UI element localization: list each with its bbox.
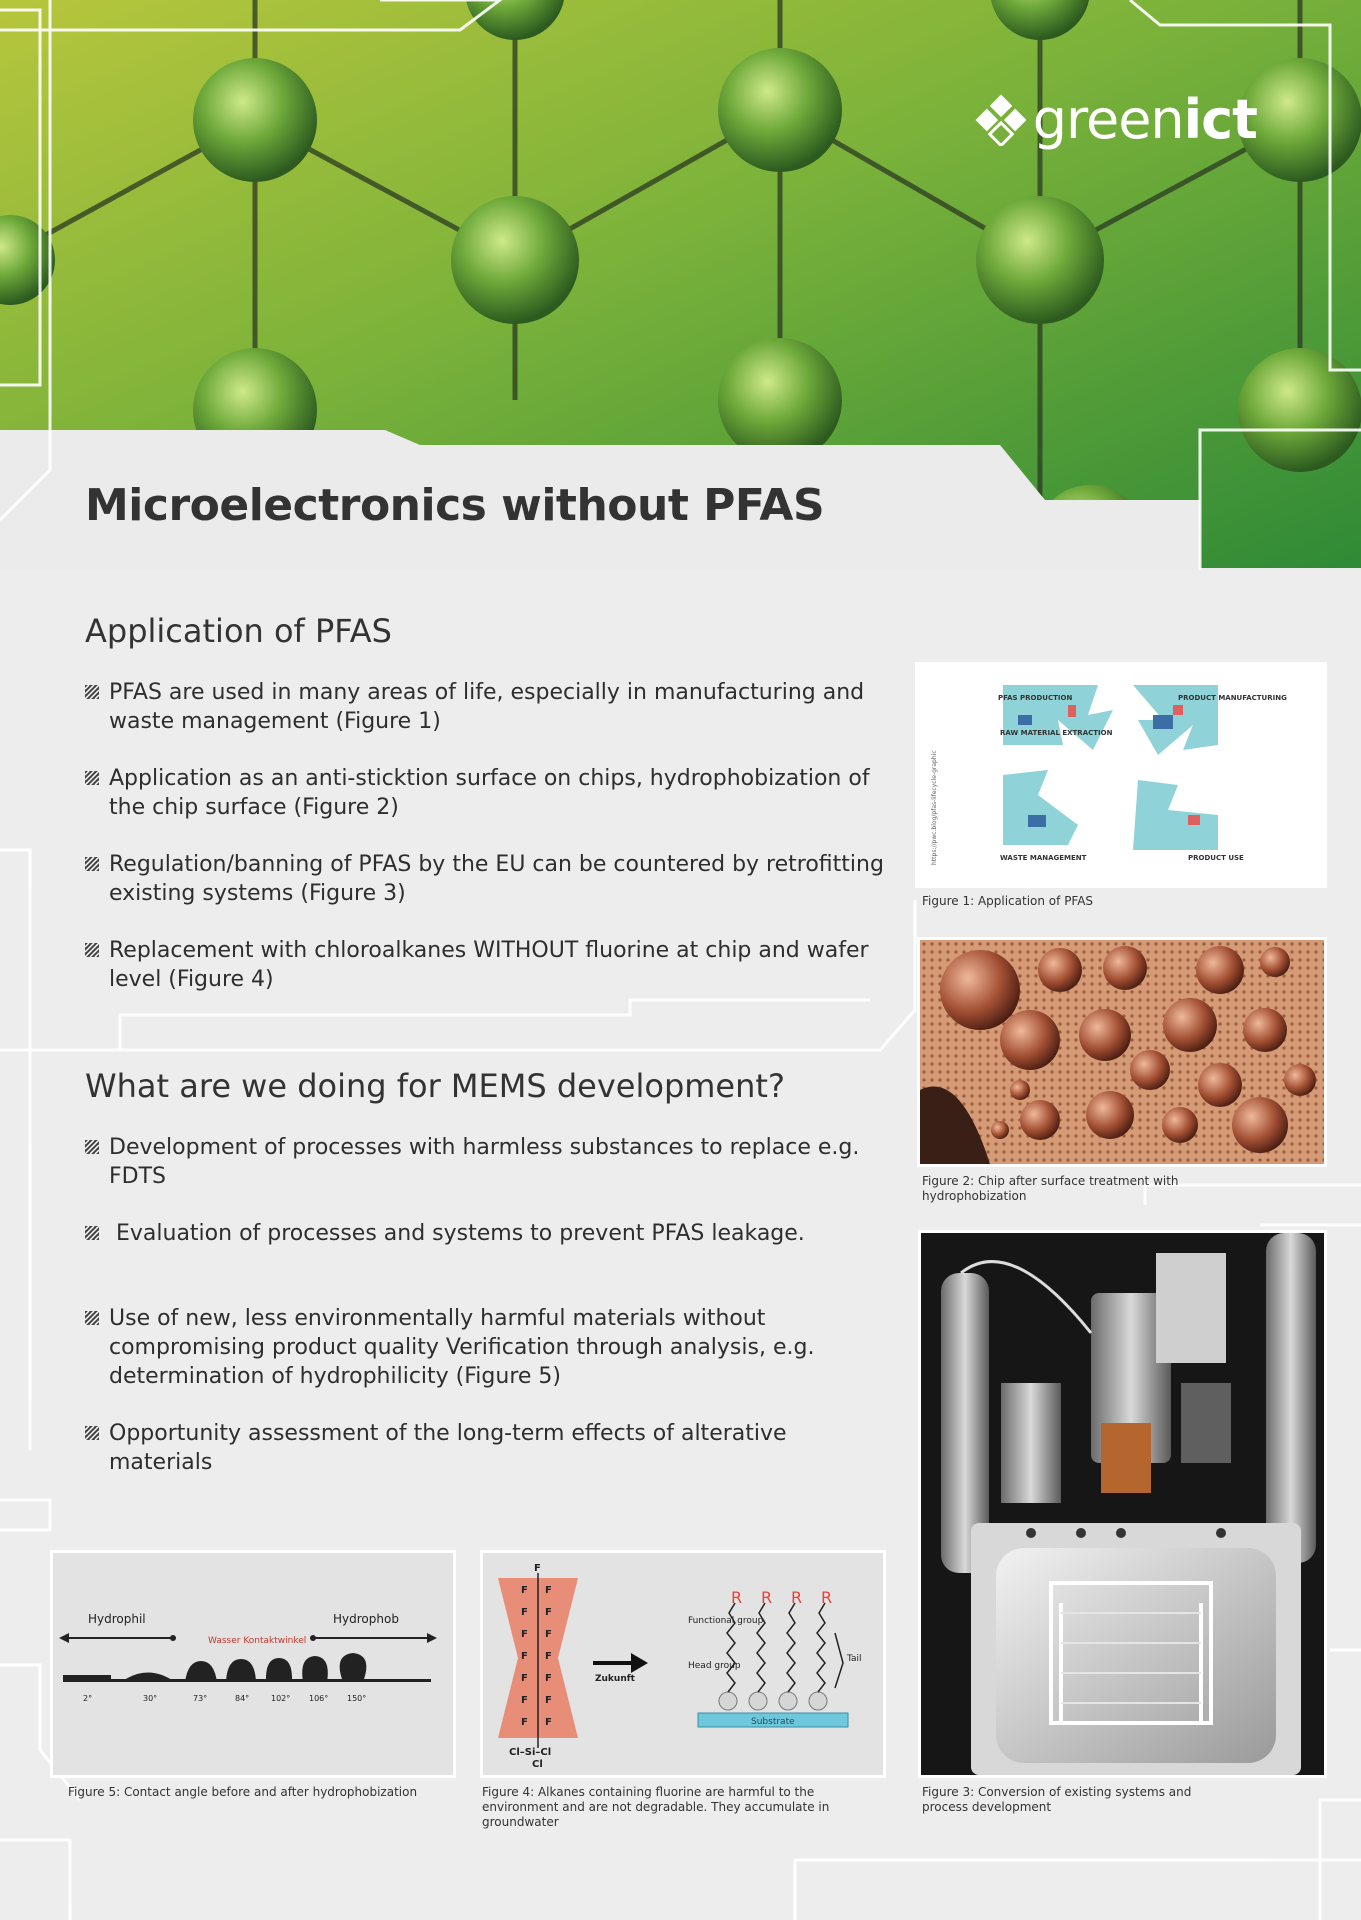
fig1-source-url: https://pwc.blog/pfas-lifecycle-graphic: [931, 750, 938, 865]
contact-angle-label: Wasser Kontaktwinkel: [208, 1636, 307, 1646]
logo-text-light: green: [1032, 88, 1184, 151]
angle-label: 73°: [193, 1694, 208, 1703]
figure-5-contact-angle: [50, 1550, 456, 1778]
greenict-logo: [975, 88, 1257, 151]
figure-4-caption: Figure 4: Alkanes containing fluorine are harmful to the environment and are not degradable. They accumulate in groundwater: [482, 1785, 830, 1829]
fig1-label-use: PRODUCT USE: [1188, 854, 1244, 862]
figure-1-caption: Figure 1: Application of PFAS: [922, 894, 1094, 908]
section-heading-application: Application of PFAS: [85, 612, 392, 650]
bullet-text: Regulation/banning of PFAS by the EU can be countered by retrofitting existing systems (Figure 3): [109, 852, 884, 906]
bullet-text: Application as an anti-sticktion surface on chips, hydrophobization of the chip surface (Figure 2): [109, 766, 870, 820]
angle-label: 102°: [271, 1694, 291, 1703]
hatched-bullet-icon: [85, 857, 99, 871]
hatched-bullet-icon: [85, 1140, 99, 1154]
figure-5-caption: Figure 5: Contact angle before and after hydrophobization: [68, 1785, 418, 1799]
f-atom: F: [545, 1673, 552, 1684]
r-group: R: [761, 1588, 773, 1607]
f-atom: F: [545, 1695, 552, 1706]
f-atom: F: [521, 1607, 528, 1618]
hatched-bullet-icon: [85, 1426, 99, 1440]
r-group: R: [791, 1588, 803, 1607]
tail-label: Tail: [847, 1654, 862, 1664]
f-atom: F: [521, 1673, 528, 1684]
f-atom: F: [545, 1585, 552, 1596]
retrofitted-system-photo: [921, 1233, 1324, 1775]
substrate-label: Substrate: [751, 1717, 795, 1727]
hydrophil-label: Hydrophil: [88, 1612, 146, 1626]
figure-2-chip-droplets: [917, 937, 1327, 1167]
f-atom: F: [545, 1717, 552, 1728]
list-item: [85, 764, 885, 822]
functional-group-label: Functional group: [688, 1616, 764, 1626]
list-item: [85, 1419, 885, 1477]
r-group: R: [821, 1588, 833, 1607]
bullet-list-application: [85, 678, 885, 994]
hatched-bullet-icon: [85, 1226, 99, 1240]
cl-label: Cl: [532, 1759, 543, 1770]
fig1-label-waste: WASTE MANAGEMENT: [1000, 854, 1087, 862]
list-item: [85, 1133, 885, 1191]
section-heading-mems: What are we doing for MEMS development?: [85, 1067, 785, 1105]
figure-3-caption: Figure 3: Conversion of existing systems and process development: [922, 1785, 1192, 1814]
fig1-label-manufacturing: PRODUCT MANUFACTURING: [1178, 694, 1287, 702]
bullet-text: Evaluation of processes and systems to prevent PFAS leakage.: [109, 1221, 805, 1246]
bullet-text: Replacement with chloroalkanes WITHOUT fluorine at chip and wafer level (Figure 4): [109, 938, 869, 992]
contact-angle-diagram: [53, 1553, 453, 1775]
hatched-bullet-icon: [85, 943, 99, 957]
hatched-bullet-icon: [85, 771, 99, 785]
list-item: [85, 678, 885, 736]
logo-text-bold: ict: [1183, 88, 1257, 151]
f-atom: F: [521, 1585, 528, 1596]
bullet-text: Opportunity assessment of the long-term effects of alterative materials: [109, 1421, 787, 1475]
logo-diamond-icon: [975, 94, 1027, 146]
f-atom: F: [521, 1695, 528, 1706]
list-item: [85, 850, 885, 908]
fig1-label-production: PFAS PRODUCTION: [998, 694, 1073, 702]
hydrophob-label: Hydrophob: [333, 1612, 399, 1626]
list-item: [85, 1219, 885, 1248]
f-atom: F: [545, 1629, 552, 1640]
f-atom: F: [521, 1717, 528, 1728]
f-atom: F: [545, 1607, 552, 1618]
r-group: R: [731, 1588, 743, 1607]
f-atom: F: [521, 1629, 528, 1640]
arrow-label-zukunft: Zukunft: [595, 1674, 635, 1684]
clsicl-label: Cl–Si–Cl: [509, 1747, 552, 1758]
figure-1-pfas-lifecycle: [915, 662, 1327, 888]
figure-2-caption: Figure 2: Chip after surface treatment with hydrophobization: [922, 1174, 1179, 1203]
hatched-bullet-icon: [85, 685, 99, 699]
f-atom: F: [545, 1651, 552, 1662]
f-atom: F: [521, 1651, 528, 1662]
bullet-text: Use of new, less environmentally harmful materials without compromising product quality Verification through analysis, e.g. determination of hydrophilicity (Figure 5): [109, 1306, 815, 1389]
angle-label: 106°: [309, 1694, 329, 1703]
bullet-text: Development of processes with harmless substances to replace e.g. FDTS: [109, 1135, 860, 1189]
list-item: [85, 936, 885, 994]
head-group-label: Head group: [688, 1661, 741, 1671]
angle-label: 84°: [235, 1694, 250, 1703]
f-atom: F: [534, 1563, 541, 1574]
fluorine-molecule-diagram: [483, 1553, 883, 1775]
angle-label: 2°: [83, 1694, 93, 1703]
pfas-lifecycle-diagram: [918, 665, 1324, 885]
list-item: [85, 1304, 885, 1391]
page-title: Microelectronics without PFAS: [85, 480, 825, 531]
angle-label: 30°: [143, 1694, 158, 1703]
figure-4-molecule-diagram: [480, 1550, 886, 1778]
hatched-bullet-icon: [85, 1311, 99, 1325]
bullet-text: PFAS are used in many areas of life, especially in manufacturing and waste management (Figure 1): [109, 680, 865, 734]
angle-label: 150°: [347, 1694, 367, 1703]
fig1-label-raw: RAW MATERIAL EXTRACTION: [1000, 729, 1113, 737]
bullet-list-mems: [85, 1133, 885, 1477]
chip-droplets-photo: [920, 940, 1324, 1164]
figure-3-system-photo: [918, 1230, 1327, 1778]
